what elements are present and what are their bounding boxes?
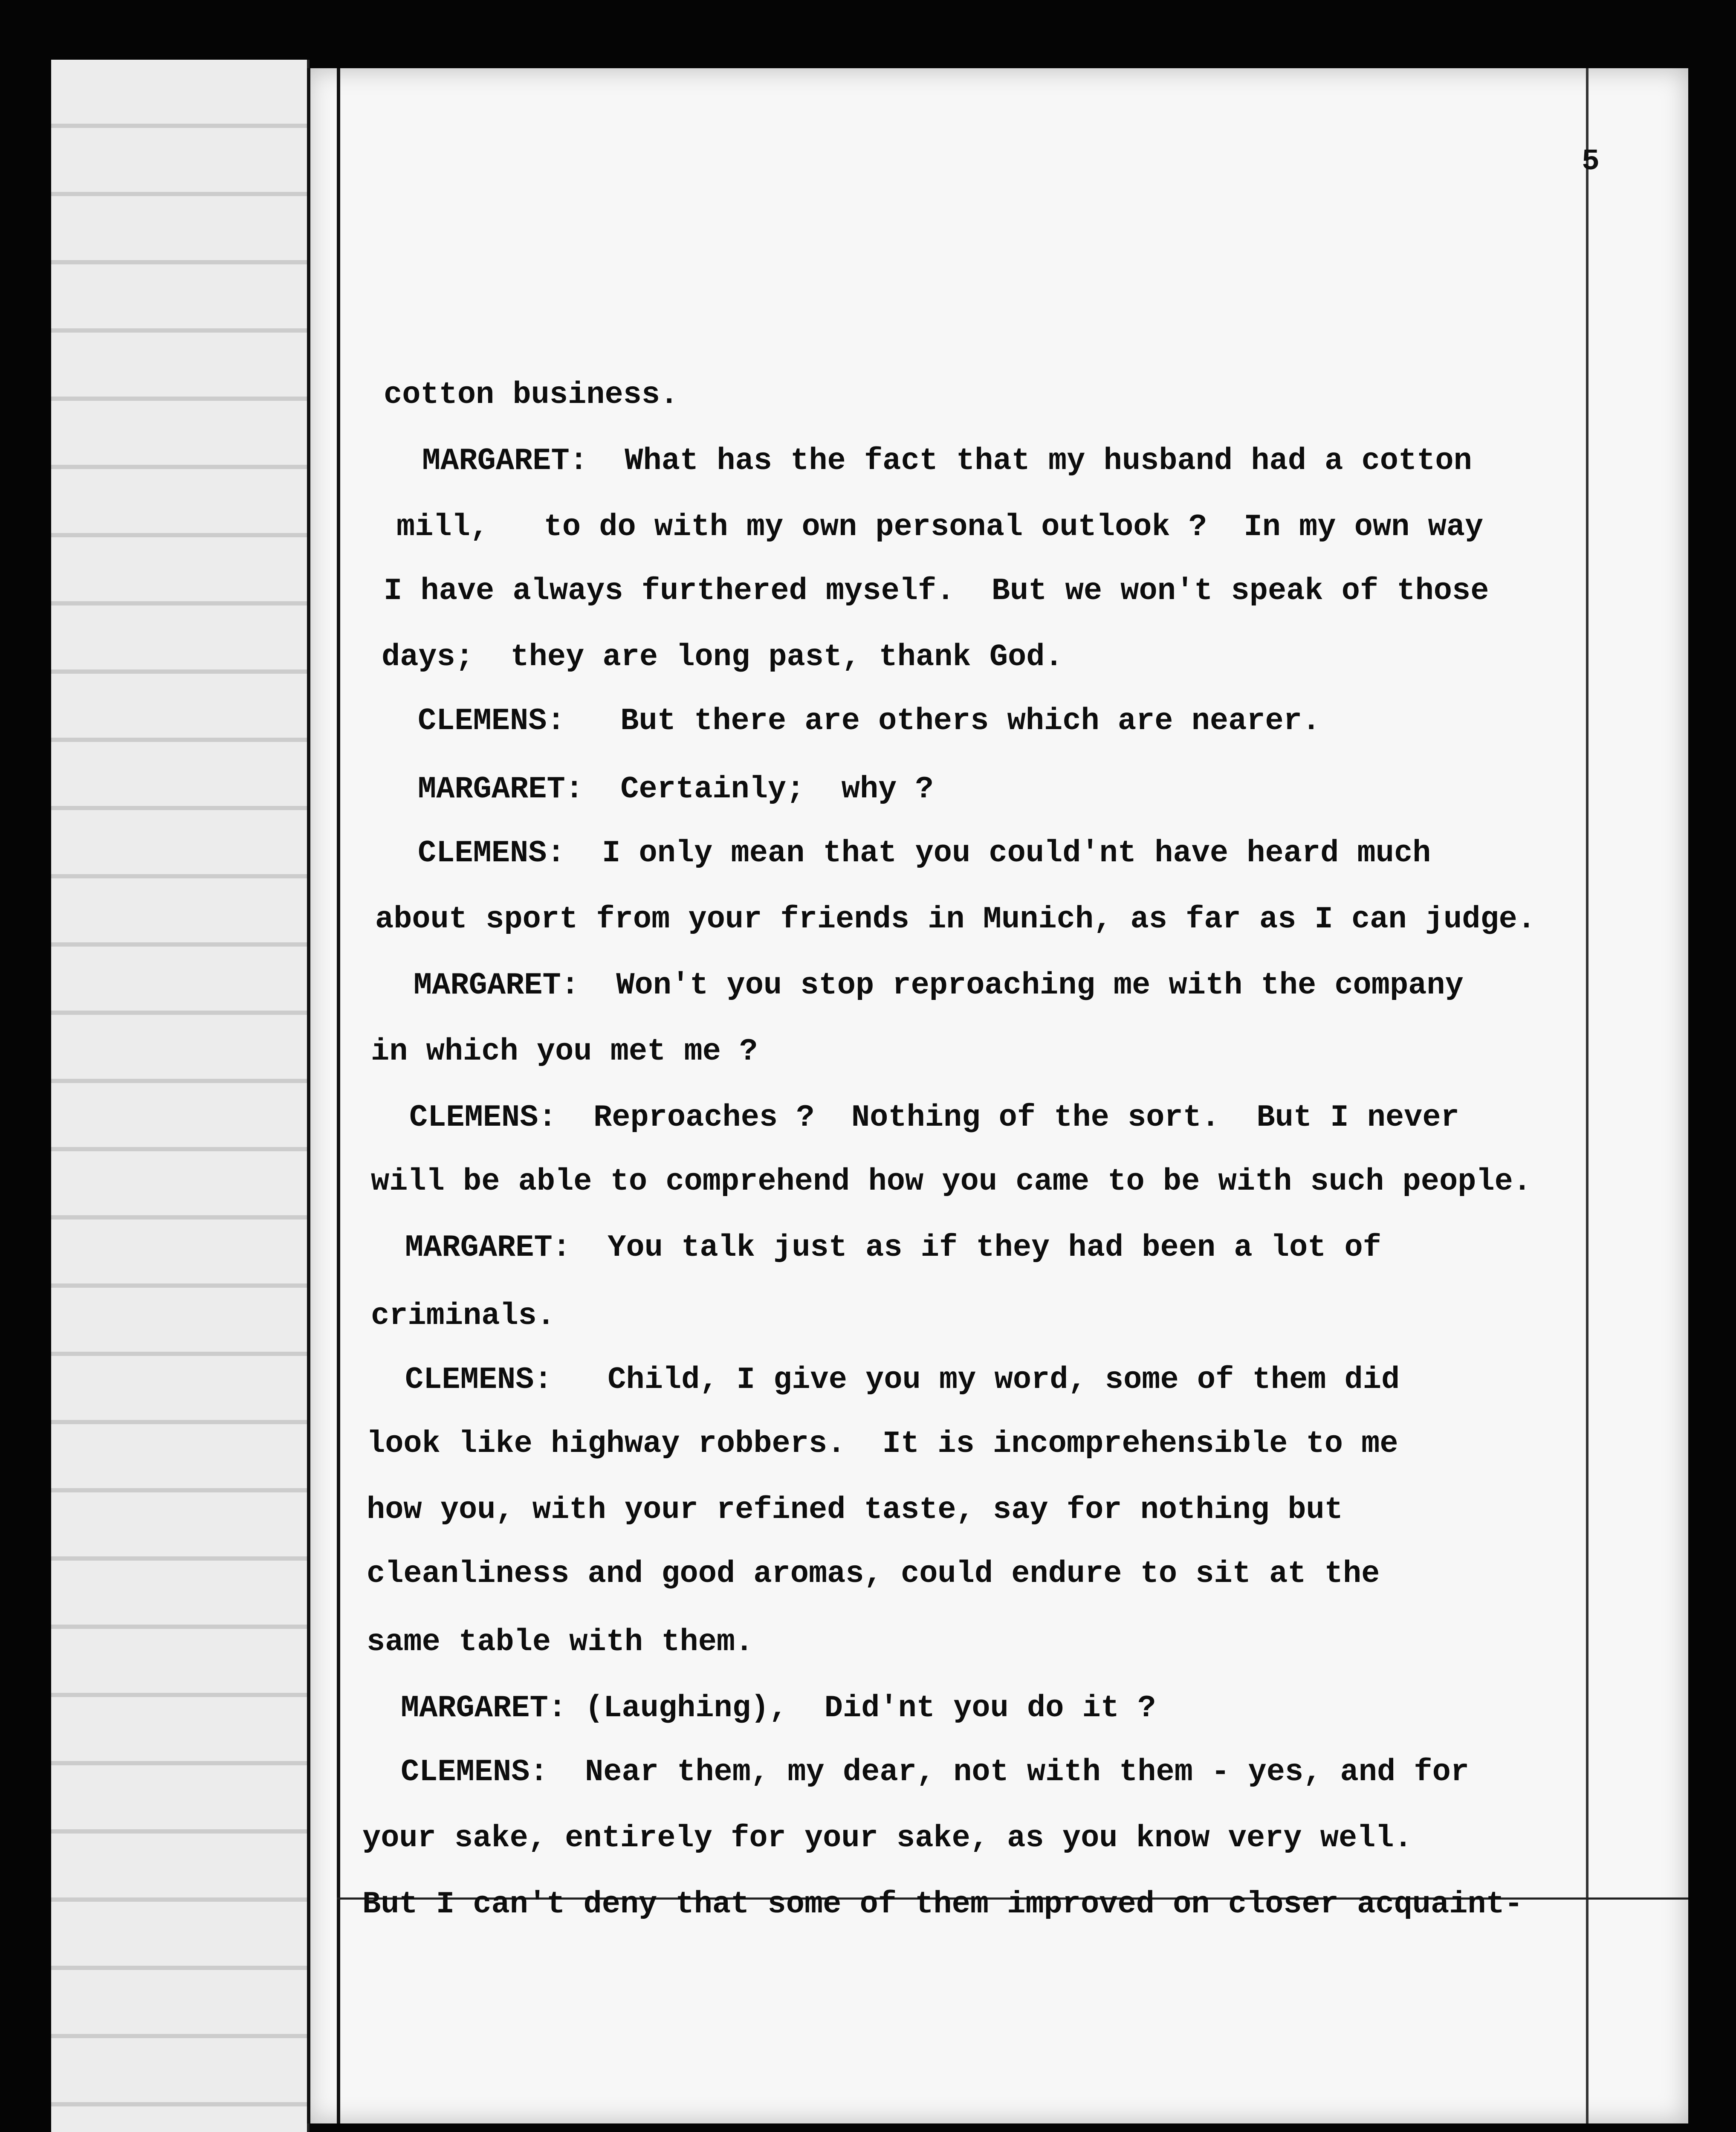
text-line: I have always furthered myself. But we won't speak of those [384, 574, 1489, 608]
text-line: cotton business. [384, 377, 679, 412]
typescript-page [307, 68, 1688, 2123]
text-line: look like highway robbers. It is incomprehensible to me [367, 1426, 1398, 1461]
text-line: But I can't deny that some of them improved on closer acquaint- [362, 1887, 1523, 1922]
text-line: how you, with your refined taste, say for nothing but [367, 1492, 1343, 1527]
text-line: MARGARET: What has the fact that my husband had a cotton [422, 443, 1472, 478]
text-line: criminals. [371, 1298, 556, 1333]
bleed-through-texture [51, 60, 307, 2132]
text-line: CLEMENS: But there are others which are nearer. [418, 704, 1321, 739]
text-line: CLEMENS: Reproaches ? Nothing of the sort. But I never [409, 1100, 1459, 1135]
page-number: 5 [1582, 145, 1600, 179]
text-line: about sport from your friends in Munich, as far as I can judge. [375, 902, 1536, 937]
text-line: MARGARET: (Laughing), Did'nt you do it ? [401, 1691, 1156, 1726]
text-line: CLEMENS: Child, I give you my word, some of them did [405, 1362, 1400, 1397]
text-line: cleanliness and good aromas, could endure to sit at the [367, 1556, 1380, 1591]
text-line: MARGARET: You talk just as if they had been a lot of [405, 1230, 1381, 1265]
text-line: CLEMENS: I only mean that you could'nt have heard much [418, 836, 1431, 871]
text-line: CLEMENS: Near them, my dear, not with them - yes, and for [401, 1755, 1470, 1790]
margin-rule-right [1586, 68, 1588, 2123]
previous-page-edge [51, 60, 310, 2132]
margin-rule-outer [307, 68, 310, 2123]
text-line: MARGARET: Won't you stop reproaching me with the company [414, 968, 1464, 1003]
text-line: your sake, entirely for your sake, as you know very well. [362, 1821, 1412, 1856]
text-line: same table with them. [367, 1625, 754, 1660]
text-line: in which you met me ? [371, 1034, 758, 1069]
text-line: MARGARET: Certainly; why ? [418, 772, 934, 807]
text-line: days; they are long past, thank God. [382, 640, 1063, 675]
text-line: will be able to comprehend how you came to be with such people. [371, 1164, 1532, 1199]
text-line: mill, to do with my own personal outlook ? In my own way [396, 510, 1484, 545]
margin-rule-inner [337, 68, 340, 2123]
